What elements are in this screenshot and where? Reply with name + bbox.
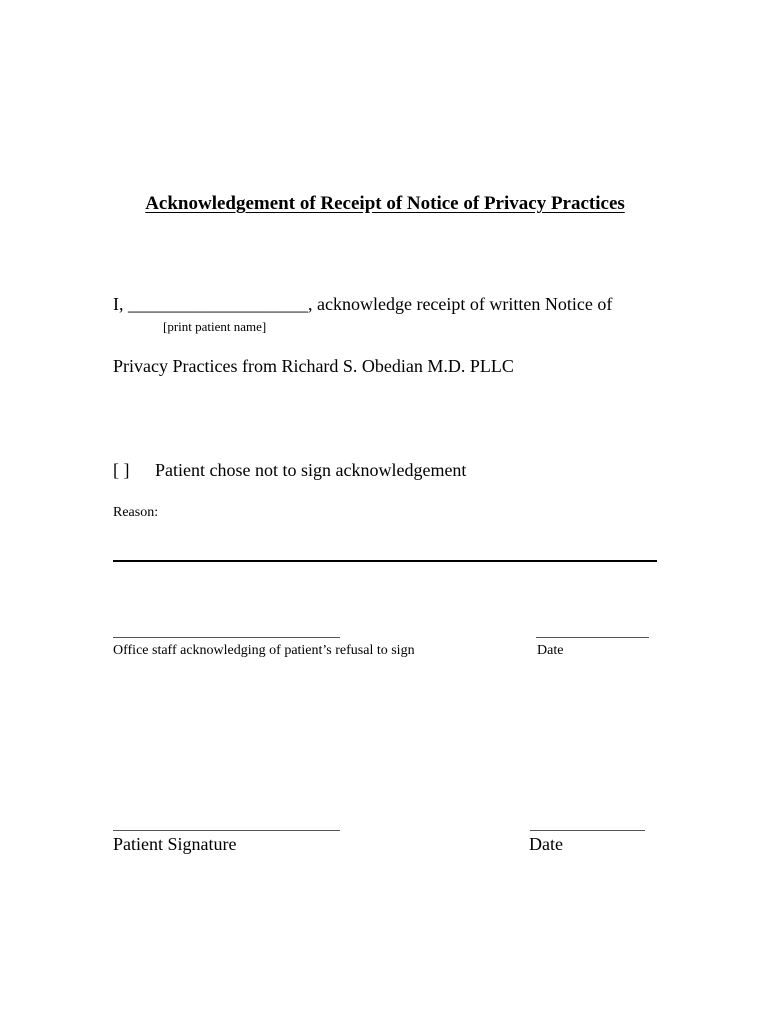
acknowledgement-line: I, ____________________, acknowledge receipt of written Notice of xyxy=(113,294,613,314)
patient-signature-label: Patient Signature xyxy=(113,834,237,854)
patient-date-line[interactable] xyxy=(530,830,645,831)
refusal-label: Patient chose not to sign acknowledgement xyxy=(155,460,467,480)
patient-date-label: Date xyxy=(529,834,563,854)
reason-field-line[interactable] xyxy=(113,560,657,562)
patient-signature-line[interactable] xyxy=(113,830,340,831)
staff-date-line[interactable] xyxy=(536,637,649,638)
reason-label: Reason: xyxy=(113,505,159,520)
document-title: Acknowledgement of Receipt of Notice of Privacy Practices xyxy=(145,193,625,214)
staff-date-label: Date xyxy=(537,643,564,658)
staff-signature-label: Office staff acknowledging of patient’s refusal to sign xyxy=(113,643,415,658)
staff-signature-line[interactable] xyxy=(113,637,340,638)
acknowledgement-line-2: Privacy Practices from Richard S. Obedian M.D. PLLC xyxy=(113,356,514,376)
refusal-checkbox[interactable]: [ ] xyxy=(113,460,130,480)
print-name-hint: [print patient name] xyxy=(163,319,267,334)
